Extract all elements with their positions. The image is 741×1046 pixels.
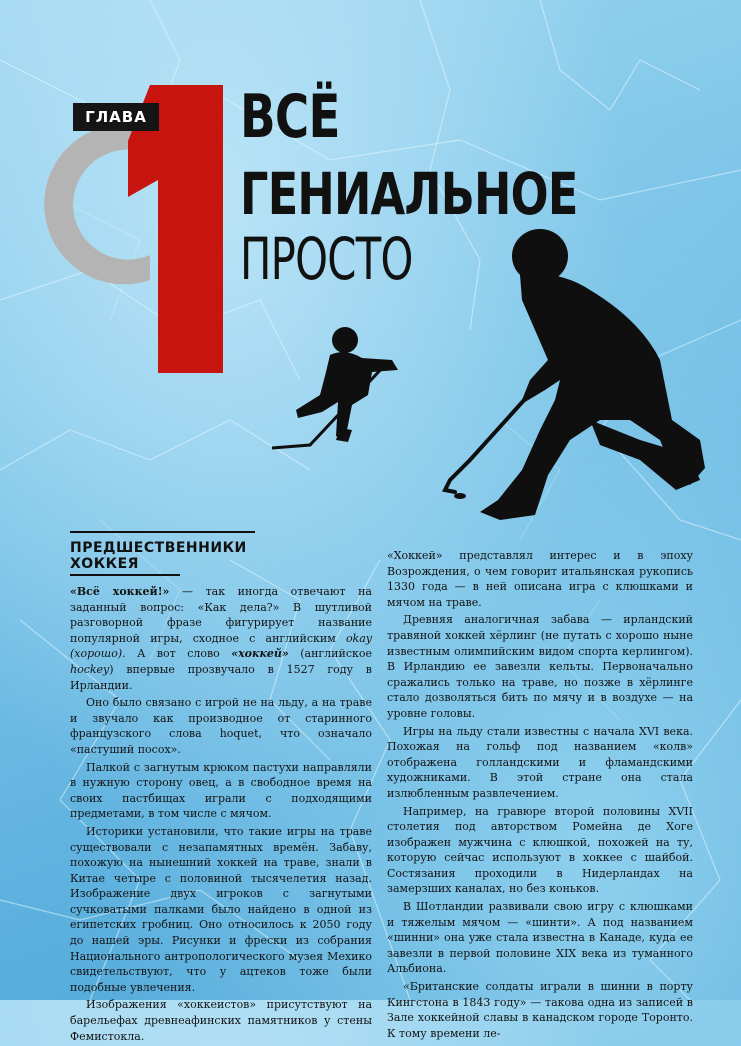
paragraph: Оно было связано с игрой не на льду, а на траве и звучало как производное от старинного французского слова hoquet, что означало «пастуший посох». [70,696,372,756]
section-heading [70,540,260,572]
paragraph: Изображения «хоккеистов» присутствуют на барельефах древнеафинских памятников у стены Фемистокла. [70,998,372,1043]
paragraph: Древняя аналогичная забава — ирландский травяной хоккей хёрлинг (не путать с хорошо ныне известным олимпийским видом спорта керлингом). В Ирландию ее завезли кельты. Первоначально сражались только на траве, но позже в хёрлинге стало дозволяться бить по мячу и в воздухе — на уровне головы. [387,613,693,720]
paragraph: Игры на льду стали известны с начала XVI века. Похожая на гольф под названием «колв» отображена голландскими и фламандскими художниками. В этой стране она стала излюбленным развлечением. [387,724,693,800]
small-player-silhouette [296,327,398,442]
chapter-title-line-3: ПРОСТО [240,225,413,293]
paragraph: Например, на гравюре второй половины XVII столетия под авторством Ромейна де Хоге изображен мужчина с клюшкой, похожей на ту, которую сейчас используют в хоккее с шайбой. Состязания проходили в Нидерландах на замерзших каналах, но без коньков. [387,804,693,896]
puck [454,493,466,499]
paragraph: «Всё хоккей!» — так иногда отвечают на заданный вопрос: «Как дела?» В шутливой разговорной фразе фигурирует название популярной игры, сходное с английским okay (хорошо). А вот слово «хоккей» (английское hockey) впервые прозвучало в 1527 году в Ирландии. [70,585,372,692]
paragraph: В Шотландии развивали свою игру с клюшками и тяжелым мячом — «шинти». А под названием «шинни» она уже стала известна в Канаде, куда ее завезли в первой половине XIX века из туманного Альбиона. [387,900,693,976]
right-text-column [387,548,693,1043]
section-heading-rule-bottom [70,574,180,576]
chapter-label: ГЛАВА [73,103,159,131]
section-heading-line-1: ПРЕДШЕСТВЕННИКИ [70,540,247,556]
paragraph: «Хоккей» представлял интерес и в эпоху Возрождения, о чем говорит итальянская рукопись 1330 года — в ней описана игра с клюшками и мячом на траве. [387,549,693,609]
chapter-title-line-1: ВСЁ [240,82,340,152]
paragraph: Историки установили, что такие игры на траве существовали с незапамятных времён. Забаву, похожую на нынешний хоккей на траве, знали в Китае четыре с половиной тысячелетия назад. Изображение двух игроков с загнутыми сучковатыми палками было найдено в одной из египетских гробниц. Оно относилось к 2050 году до нашей эры. Рисунки и фрески из собрания Национального антропологического музея Мехико свидетельствуют, что у ацтеков тоже были подобные увлечения. [70,824,372,994]
section-heading-line-2: ХОККЕЯ [70,556,139,572]
large-player-silhouette [480,229,705,520]
paragraph: «Британские солдаты играли в шинни в порту Кингстона в 1843 году» — такова одна из записей в Зале хоккейной славы в канадском городе Торонто. К тому времени ле- [387,980,693,1040]
chapter-title-line-2: ГЕНИАЛЬНОЕ [240,160,578,228]
left-text-column [70,584,372,1046]
section-heading-rule-top [70,531,255,533]
paragraph: Палкой с загнутым крюком пастухи направляли в нужную сторону овец, а в свободное время на своих пастбищах играли с подходящими предметами, в том числе с мячом. [70,760,372,821]
